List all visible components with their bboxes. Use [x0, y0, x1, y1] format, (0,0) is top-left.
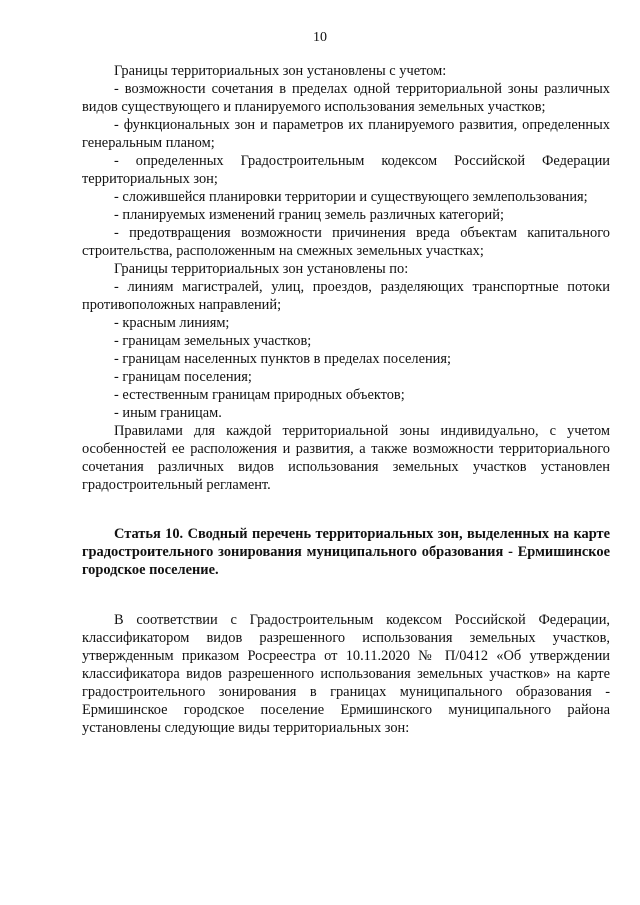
list-item-land-categories: - планируемых изменений границ земель различных категорий; — [114, 207, 504, 223]
list-item-natural-borders: - естественным границам природных объектов; — [114, 387, 405, 403]
list-item-other-borders: - иным границам. — [114, 405, 222, 421]
article-heading: Статья 10. Сводный перечень территориальных зон, выделенных на карте градостроительного зонирования муниципального образования - Ермишинское городское поселение. — [82, 526, 610, 578]
list-item-combination: - возможности сочетания в пределах одной территориальной зоны различных видов существующего и планируемого использования земельных участков; — [82, 81, 610, 115]
list-item-highways: - линиям магистралей, улиц, проездов, разделяющих транспортные потоки противоположных направлений; — [82, 279, 610, 313]
list-item-settlement-borders: - границам поселения; — [114, 369, 252, 385]
paragraph-regulations: Правилами для каждой территориальной зоны индивидуально, с учетом особенностей ее расположения и развития, а также возможности территориального сочетания различных видов использования земельных участков установлен градостроительный регламент. — [82, 423, 610, 493]
list-item-harm-prevention: - предотвращения возможности причинения вреда объектам капитального строительства, расположенным на смежных земельных участках; — [82, 225, 610, 259]
list-item-existing-planning: - сложившейся планировки территории и существующего землепользования; — [114, 189, 588, 205]
paragraph-boundaries-intro: Границы территориальных зон установлены с учетом: — [114, 63, 447, 79]
document-body — [82, 62, 610, 737]
list-item-land-plots: - границам земельных участков; — [114, 333, 312, 349]
page-number: 10 — [313, 30, 327, 45]
list-item-code-zones: - определенных Градостроительным кодексом Российской Федерации территориальных зон; — [82, 153, 610, 187]
paragraph-boundaries-by: Границы территориальных зон установлены по: — [114, 261, 409, 277]
list-item-functional-zones: - функциональных зон и параметров их планируемого развития, определенных генеральным планом; — [82, 117, 610, 151]
list-item-settlements: - границам населенных пунктов в пределах поселения; — [114, 351, 451, 367]
list-item-red-lines: - красным линиям; — [114, 315, 230, 331]
article-paragraph: В соответствии с Градостроительным кодексом Российской Федерации, классификатором видов разрешенного использования земельных участков, утвержденным приказом Росреестра от 10.11.2020 № П/0412 «Об утверждении классификатора видов разрешенного использования земельных участков» на карте градостроительного зонирования в границах муниципального образования - Ермишинское городское поселение Ермишинского муниципального района установлены следующие виды территориальных зон: — [82, 612, 610, 736]
